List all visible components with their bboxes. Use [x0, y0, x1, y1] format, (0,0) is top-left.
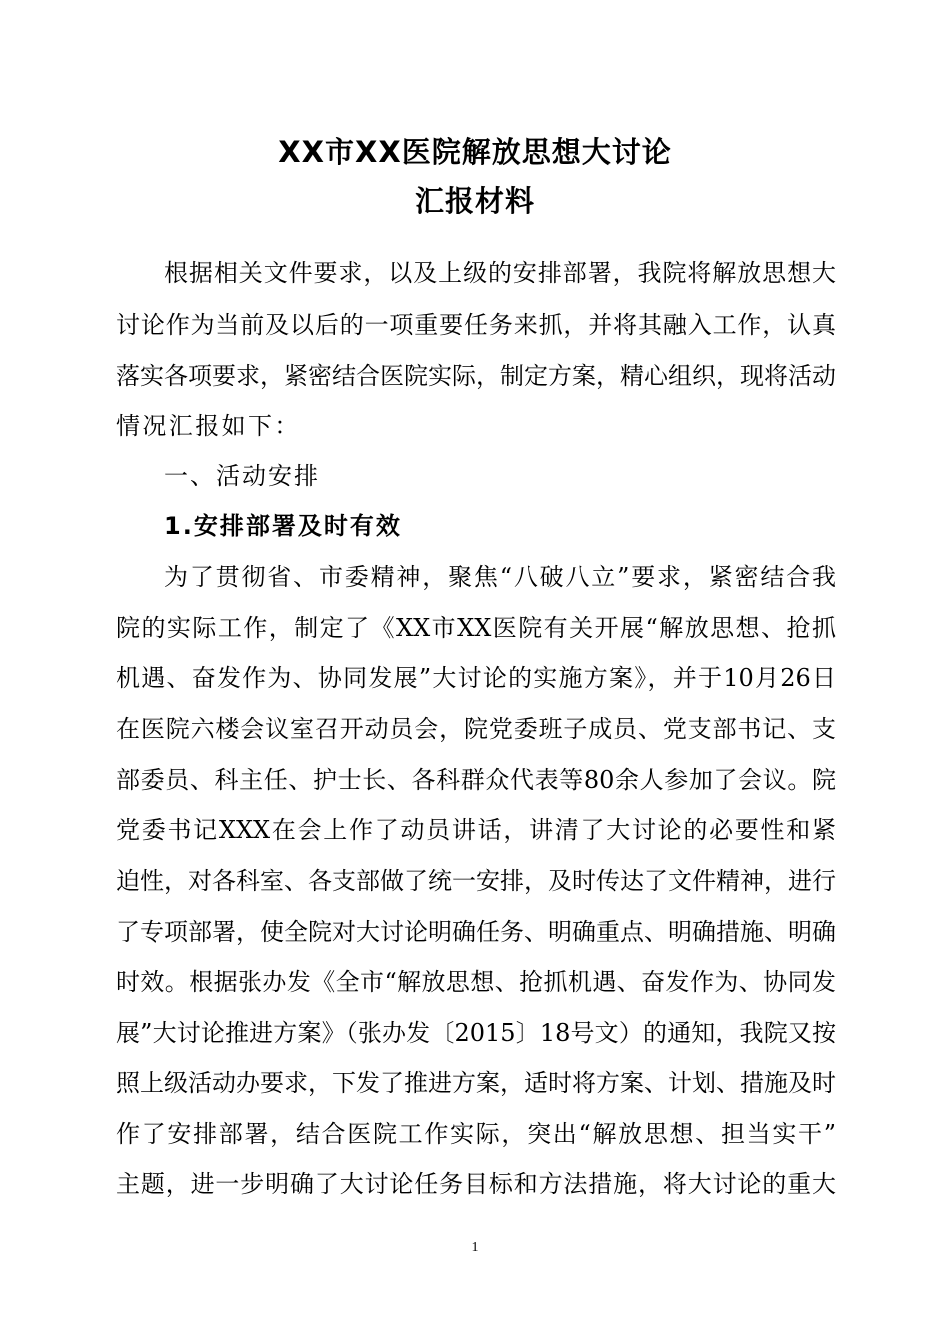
- body-line: 为了贯彻省、市委精神，聚焦“八破八立”要求，紧密结合我: [164, 563, 836, 591]
- body-line: 主题，进一步明确了大讨论任务目标和方法措施，将大讨论的重大: [116, 1170, 836, 1198]
- body-line: 机遇、奋发作为、协同发展”大讨论的实施方案》，并于10月26日: [116, 664, 836, 692]
- subsection-heading: 1.安排部署及时有效: [164, 512, 402, 540]
- document-subtitle: 汇报材料: [414, 184, 535, 218]
- body-line: 在医院六楼会议室召开动员会，院党委班子成员、党支部书记、支: [116, 715, 836, 743]
- intro-line: 讨论作为当前及以后的一项重要任务来抓，并将其融入工作，认真: [116, 311, 836, 339]
- intro-line: 根据相关文件要求，以及上级的安排部署，我院将解放思想大: [164, 259, 836, 287]
- body-line: 时效。根据张办发《全市“解放思想、抢抓机遇、奋发作为、协同发: [116, 968, 836, 996]
- body-line: 迫性，对各科室、各支部做了统一安排，及时传达了文件精神，进行: [116, 867, 836, 895]
- body-line: 照上级活动办要求，下发了推进方案，适时将方案、计划、措施及时: [116, 1069, 836, 1097]
- section-heading: 一、活动安排: [164, 462, 320, 490]
- body-line: 作了安排部署，结合医院工作实际，突出“解放思想、担当实干”: [116, 1120, 836, 1148]
- intro-line: 情况汇报如下：: [116, 412, 301, 440]
- page-number: 1: [471, 1240, 479, 1255]
- body-line: 部委员、科主任、护士长、各科群众代表等80余人参加了会议。院: [116, 766, 836, 794]
- body-line: 党委书记XXX在会上作了动员讲话，讲清了大讨论的必要性和紧: [116, 816, 836, 844]
- body-line: 院的实际工作，制定了《XX市XX医院有关开展“解放思想、抢抓: [116, 614, 836, 642]
- body-line: 展”大讨论推进方案》（张办发〔2015〕18号文）的通知，我院又按: [116, 1019, 836, 1047]
- body-line: 了专项部署，使全院对大讨论明确任务、明确重点、明确措施、明确: [116, 918, 836, 946]
- intro-line: 落实各项要求，紧密结合医院实际，制定方案，精心组织，现将活动: [116, 362, 836, 390]
- document-title: XX市XX医院解放思想大讨论: [278, 135, 672, 169]
